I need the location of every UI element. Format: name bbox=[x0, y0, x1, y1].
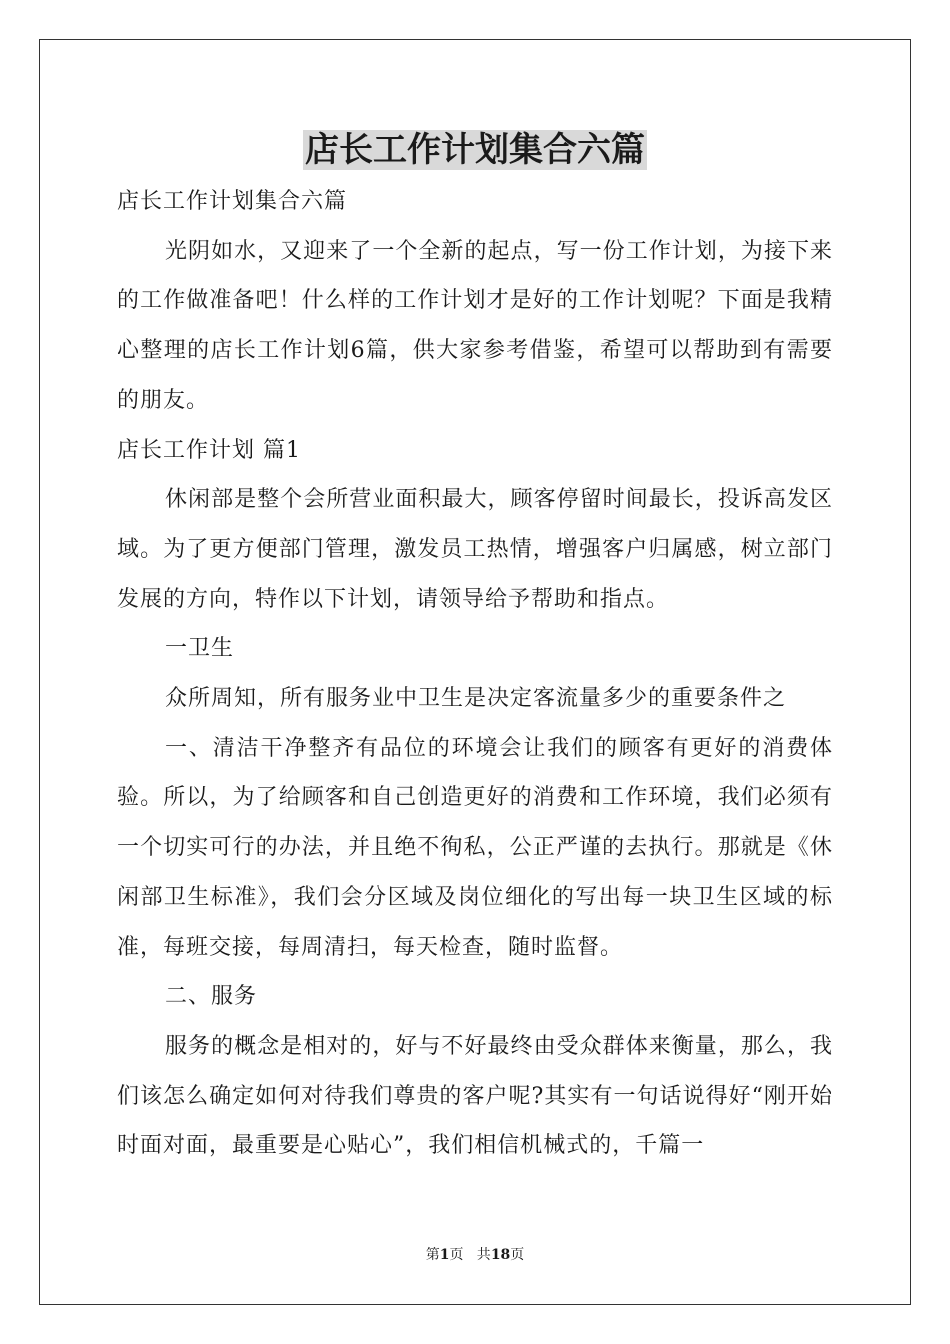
page-footer bbox=[0, 1246, 950, 1264]
body-paragraph: 一、清洁干净整齐有品位的环境会让我们的顾客有更好的消费体验。所以，为了给顾客和自己创造更好的消费和工作环境，我们必须有一个切实可行的办法，并且绝不徇私，公正严谨的去执行。那就是《休闲部卫生标准》，我们会分区域及岗位细化的写出每一块卫生区域的标准，每班交接，每周清扫，每天检查，随时监督。 bbox=[117, 735, 833, 960]
subheading-service: 二、服务 bbox=[165, 984, 258, 1010]
section-heading: 店长工作计划 篇1 bbox=[117, 437, 301, 463]
document-subtitle: 店长工作计划集合六篇 bbox=[117, 189, 348, 214]
body-paragraph: 众所周知，所有服务业中卫生是决定客流量多少的重要条件之 bbox=[165, 686, 787, 712]
footer-page-mid: 页 共 bbox=[449, 1247, 491, 1263]
body-paragraph: 休闲部是整个会所营业面积最大，顾客停留时间最长，投诉高发区域。为了更方便部门管理，激发员工热情，增强客户归属感，树立部门发展的方向，特作以下计划，请领导给予帮助和指点。 bbox=[117, 487, 833, 612]
footer-page-number: 1 bbox=[439, 1247, 450, 1263]
footer-total-pages: 18 bbox=[490, 1247, 511, 1263]
document-title-text: 店长工作计划集合六篇 bbox=[305, 130, 645, 170]
document-body bbox=[117, 177, 833, 1171]
footer-page-prefix: 第 bbox=[425, 1247, 440, 1263]
footer-page-suffix: 页 bbox=[510, 1247, 525, 1263]
intro-paragraph: 光阴如水，又迎来了一个全新的起点，写一份工作计划，为接下来的工作做准备吧！什么样的工作计划才是好的工作计划呢？下面是我精心整理的店长工作计划6篇，供大家参考借鉴，希望可以帮助到有需要的朋友。 bbox=[117, 238, 833, 413]
subheading-hygiene: 一卫生 bbox=[165, 636, 235, 662]
body-paragraph: 服务的概念是相对的，好与不好最终由受众群体来衡量，那么，我们该怎么确定如何对待我们尊贵的客户呢?其实有一句话说得好“刚开始时面对面，最重要是心贴心”，我们相信机械式的，千篇一 bbox=[117, 1033, 833, 1159]
document-title bbox=[0, 128, 950, 172]
